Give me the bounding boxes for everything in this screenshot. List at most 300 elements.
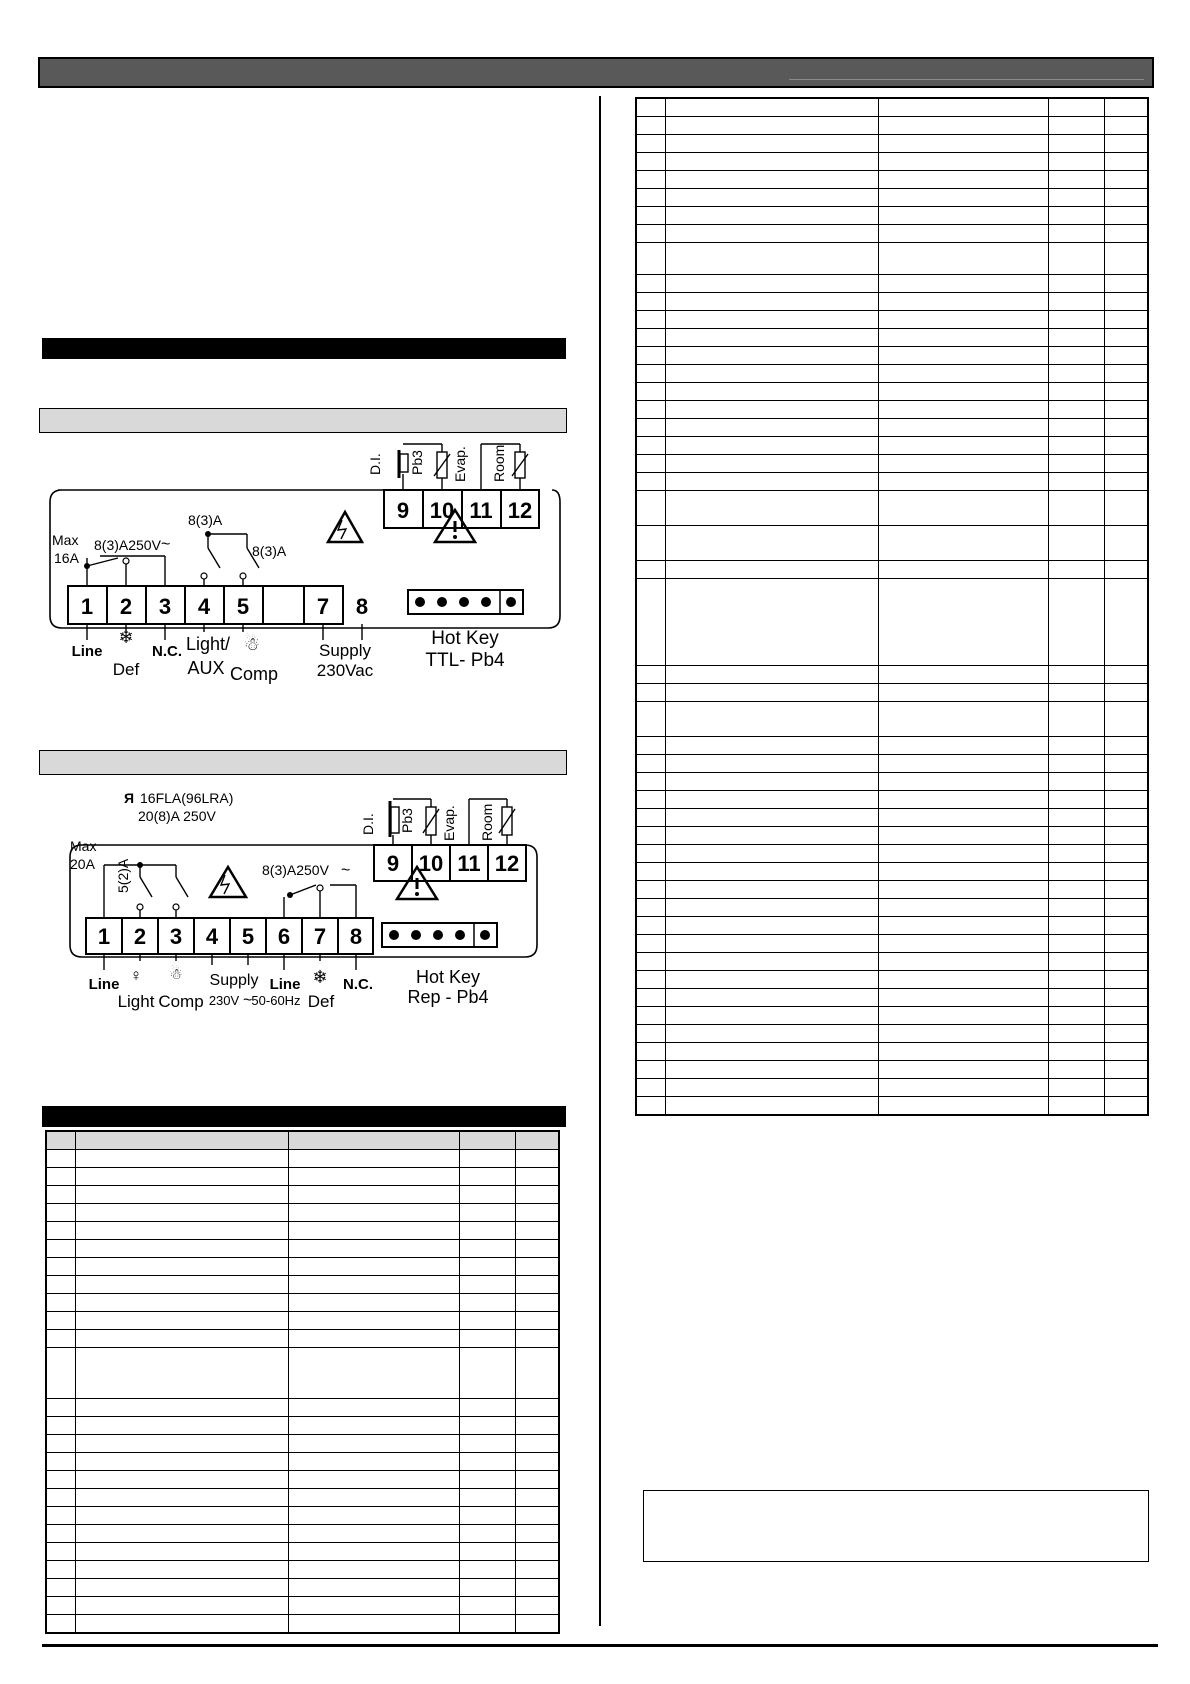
table-cell — [665, 329, 878, 347]
table-cell — [665, 189, 878, 207]
table-cell — [1104, 311, 1148, 329]
table-cell — [878, 225, 1048, 243]
table-cell — [289, 1258, 459, 1276]
table-cell — [459, 1435, 515, 1453]
table-row — [636, 293, 1148, 311]
table-cell — [459, 1615, 515, 1634]
table-cell — [665, 1079, 878, 1097]
table-row — [46, 1597, 559, 1615]
high-voltage-warning-icon — [210, 867, 246, 897]
table-cell — [878, 491, 1048, 526]
table-cell — [289, 1579, 459, 1597]
table-cell — [289, 1330, 459, 1348]
snowflake-icon: ❄ — [312, 967, 328, 987]
table-cell — [515, 1240, 559, 1258]
terminal-4: 4 — [197, 594, 211, 619]
label-max-current: 16A — [54, 550, 79, 566]
table-cell — [665, 153, 878, 171]
table-cell — [46, 1471, 75, 1489]
table-row — [636, 827, 1148, 845]
table-cell — [878, 1061, 1048, 1079]
table-cell — [289, 1417, 459, 1435]
table-cell — [878, 455, 1048, 473]
table-cell — [1048, 827, 1104, 845]
terminal-11: 11 — [469, 498, 493, 523]
table-cell — [878, 737, 1048, 755]
table-cell — [665, 243, 878, 275]
page-header-bar — [38, 57, 1154, 88]
table-cell — [665, 437, 878, 455]
table-cell — [75, 1435, 289, 1453]
table-row — [636, 526, 1148, 561]
table-row — [636, 809, 1148, 827]
table-cell — [636, 989, 665, 1007]
table-row — [46, 1453, 559, 1471]
table-cell — [1104, 971, 1148, 989]
table-cell — [515, 1276, 559, 1294]
table-cell — [289, 1150, 459, 1168]
table-row — [636, 171, 1148, 189]
table-cell — [1104, 1061, 1148, 1079]
table-cell — [636, 917, 665, 935]
wiring-diagram-1 — [40, 430, 570, 695]
table-cell — [1104, 845, 1148, 863]
table-cell — [665, 526, 878, 561]
table-cell — [665, 579, 878, 666]
tilde-symbol: ~ — [243, 992, 253, 1009]
table-cell — [878, 791, 1048, 809]
table-cell — [1048, 455, 1104, 473]
table-row — [636, 1061, 1148, 1079]
table-cell — [515, 1312, 559, 1330]
table-cell — [1104, 899, 1148, 917]
table-cell — [878, 1025, 1048, 1043]
table-cell — [1104, 1079, 1148, 1097]
table-row — [46, 1168, 559, 1186]
label-pb3: Pb3 — [409, 450, 425, 475]
table-cell — [1048, 881, 1104, 899]
table-cell — [459, 1399, 515, 1417]
table-cell — [878, 383, 1048, 401]
table-cell — [1104, 153, 1148, 171]
table-cell — [1104, 666, 1148, 684]
table-cell — [1104, 1097, 1148, 1116]
table-cell — [75, 1131, 289, 1150]
label-nc: N.C. — [152, 643, 182, 660]
table-cell — [665, 1061, 878, 1079]
terminal-10: 10 — [418, 851, 444, 876]
table-cell — [1048, 491, 1104, 526]
table-cell — [636, 243, 665, 275]
table-cell — [665, 293, 878, 311]
table-row — [46, 1579, 559, 1597]
table-cell — [75, 1258, 289, 1276]
table-cell — [1048, 473, 1104, 491]
table-cell — [1048, 809, 1104, 827]
table-row — [46, 1471, 559, 1489]
footer-rule — [42, 1644, 1158, 1647]
table-cell — [665, 275, 878, 293]
table-row — [46, 1240, 559, 1258]
label-rating-light: 5(2)A — [115, 858, 131, 893]
table-row — [636, 702, 1148, 737]
table-cell — [289, 1348, 459, 1399]
terminal-7: 7 — [316, 594, 330, 619]
table-cell — [636, 702, 665, 737]
label-hot-key: Hot Key — [415, 967, 481, 987]
table-row — [636, 455, 1148, 473]
terminal-5: 5 — [241, 924, 255, 949]
table-cell — [46, 1579, 75, 1597]
table-cell — [1048, 293, 1104, 311]
table-cell — [636, 153, 665, 171]
table-row — [636, 971, 1148, 989]
table-cell — [1048, 153, 1104, 171]
table-cell — [665, 455, 878, 473]
table-cell — [878, 189, 1048, 207]
table-cell — [515, 1330, 559, 1348]
table-cell — [1104, 491, 1148, 526]
table-cell — [1104, 437, 1148, 455]
table-cell — [46, 1222, 75, 1240]
table-cell — [75, 1597, 289, 1615]
table-cell — [1104, 207, 1148, 225]
table-cell — [46, 1597, 75, 1615]
table-cell — [636, 845, 665, 863]
table-cell — [665, 135, 878, 153]
table-cell — [1048, 207, 1104, 225]
terminal-4: 4 — [205, 924, 219, 949]
table-row — [636, 737, 1148, 755]
table-row — [636, 419, 1148, 437]
table-cell — [636, 347, 665, 365]
pb3-probe-symbol — [400, 454, 408, 472]
table-cell — [878, 953, 1048, 971]
table-cell — [636, 773, 665, 791]
table-row — [636, 311, 1148, 329]
table-cell — [878, 275, 1048, 293]
table-cell — [1048, 1061, 1104, 1079]
table-cell — [75, 1453, 289, 1471]
table-cell — [878, 329, 1048, 347]
table-cell — [75, 1507, 289, 1525]
table-row — [636, 666, 1148, 684]
table-row — [636, 1079, 1148, 1097]
table-cell — [459, 1222, 515, 1240]
table-cell — [46, 1417, 75, 1435]
table-cell — [46, 1312, 75, 1330]
table-cell — [46, 1489, 75, 1507]
label-hot-key-sub: TTL- Pb4 — [425, 650, 505, 671]
table-row — [636, 117, 1148, 135]
table-cell — [636, 526, 665, 561]
label-pb3: Pb3 — [399, 808, 415, 833]
table-cell — [878, 1079, 1048, 1097]
table-cell — [636, 1025, 665, 1043]
table-cell — [878, 419, 1048, 437]
table-cell — [878, 526, 1048, 561]
header-rule — [789, 79, 1144, 80]
label-evap: Evap. — [441, 805, 457, 841]
table-cell — [665, 863, 878, 881]
table-cell — [1104, 827, 1148, 845]
table-cell — [636, 455, 665, 473]
table-cell — [289, 1435, 459, 1453]
table-cell — [878, 702, 1048, 737]
terminal-2: 2 — [133, 924, 147, 949]
table-cell — [46, 1561, 75, 1579]
table-cell — [1104, 561, 1148, 579]
table-cell — [1048, 1007, 1104, 1025]
table-cell — [665, 207, 878, 225]
table-row — [636, 1025, 1148, 1043]
table-cell — [1104, 365, 1148, 383]
table-cell — [1048, 526, 1104, 561]
table-cell — [665, 989, 878, 1007]
table-cell — [1048, 989, 1104, 1007]
table-cell — [459, 1276, 515, 1294]
table-cell — [1104, 1043, 1148, 1061]
table-cell — [636, 135, 665, 153]
table-cell — [1104, 773, 1148, 791]
table-row — [636, 347, 1148, 365]
table-cell — [636, 684, 665, 702]
table-row — [636, 899, 1148, 917]
table-cell — [75, 1222, 289, 1240]
table-cell — [636, 791, 665, 809]
table-cell — [878, 827, 1048, 845]
table-cell — [289, 1276, 459, 1294]
table-cell — [289, 1312, 459, 1330]
table-cell — [75, 1417, 289, 1435]
table-cell — [1048, 171, 1104, 189]
label-rating-2: 8(3)A — [188, 512, 223, 528]
table-cell — [665, 809, 878, 827]
table-cell — [1048, 98, 1104, 117]
table-cell — [1048, 437, 1104, 455]
table-row — [46, 1507, 559, 1525]
table-row — [636, 773, 1148, 791]
table-cell — [878, 561, 1048, 579]
table-cell — [665, 225, 878, 243]
table-row — [636, 383, 1148, 401]
table-cell — [1104, 989, 1148, 1007]
table-cell — [1048, 561, 1104, 579]
table-row — [46, 1150, 559, 1168]
table-cell — [289, 1204, 459, 1222]
table-cell — [1048, 225, 1104, 243]
table-cell — [1048, 401, 1104, 419]
table-cell — [515, 1348, 559, 1399]
parameter-table-left — [45, 1130, 560, 1634]
table-cell — [289, 1615, 459, 1634]
table-cell — [1104, 329, 1148, 347]
table-cell — [665, 98, 878, 117]
table-cell — [515, 1222, 559, 1240]
table-cell — [636, 293, 665, 311]
table-cell — [665, 561, 878, 579]
table-cell — [289, 1453, 459, 1471]
table-cell — [878, 845, 1048, 863]
table-cell — [1048, 684, 1104, 702]
label-rating-1: 8(3)A250V — [94, 537, 161, 553]
table-cell — [75, 1399, 289, 1417]
table-cell — [1048, 1043, 1104, 1061]
table-cell — [878, 135, 1048, 153]
table-cell — [459, 1330, 515, 1348]
terminal-3: 3 — [158, 594, 172, 619]
table-cell — [665, 827, 878, 845]
parameter-table-right — [635, 97, 1149, 1116]
table-cell — [636, 755, 665, 773]
table-cell — [46, 1507, 75, 1525]
table-cell — [878, 666, 1048, 684]
terminal-1: 1 — [80, 594, 94, 619]
table-cell — [46, 1186, 75, 1204]
table-cell — [289, 1222, 459, 1240]
terminal-9: 9 — [396, 498, 410, 523]
table-cell — [1048, 275, 1104, 293]
table-cell — [636, 117, 665, 135]
table-cell — [665, 899, 878, 917]
table-row — [636, 437, 1148, 455]
table-cell — [289, 1168, 459, 1186]
table-cell — [75, 1579, 289, 1597]
table-cell — [665, 1025, 878, 1043]
label-evap: Evap. — [452, 446, 468, 482]
table-row — [46, 1276, 559, 1294]
label-max-current: 20A — [70, 856, 95, 872]
table-row — [46, 1399, 559, 1417]
table-cell — [636, 207, 665, 225]
table-cell — [665, 1097, 878, 1116]
label-rating-3: 8(3)A — [252, 543, 287, 559]
table-cell — [878, 989, 1048, 1007]
table-cell — [75, 1330, 289, 1348]
table-row — [46, 1348, 559, 1399]
table-cell — [636, 275, 665, 293]
table-cell — [459, 1525, 515, 1543]
label-room: Room — [491, 444, 507, 482]
table-cell — [1048, 579, 1104, 666]
terminal-12: 12 — [507, 498, 533, 523]
table-cell — [1104, 755, 1148, 773]
snowflake-icon: ❄ — [118, 627, 134, 647]
table-cell — [636, 1061, 665, 1079]
table-cell — [515, 1131, 559, 1150]
table-cell — [75, 1150, 289, 1168]
table-cell — [289, 1399, 459, 1417]
table-cell — [75, 1543, 289, 1561]
table-row — [636, 684, 1148, 702]
table-cell — [75, 1489, 289, 1507]
table-cell — [46, 1399, 75, 1417]
high-voltage-warning-icon — [328, 512, 362, 542]
table-row — [636, 135, 1148, 153]
terminal-11: 11 — [457, 851, 481, 876]
table-cell — [75, 1312, 289, 1330]
table-cell — [665, 491, 878, 526]
label-room: Room — [479, 803, 495, 841]
table-row — [636, 491, 1148, 526]
table-cell — [1048, 1079, 1104, 1097]
table-cell — [75, 1240, 289, 1258]
table-cell — [75, 1561, 289, 1579]
table-cell — [459, 1348, 515, 1399]
table-cell — [1104, 1025, 1148, 1043]
table-cell — [878, 809, 1048, 827]
table-cell — [46, 1258, 75, 1276]
label-supply: Supply — [209, 972, 259, 989]
table-cell — [1104, 684, 1148, 702]
table-cell — [1048, 737, 1104, 755]
table-cell — [1048, 243, 1104, 275]
table-cell — [878, 1043, 1048, 1061]
table-cell — [1048, 1097, 1104, 1116]
table-cell — [1104, 737, 1148, 755]
table-cell — [636, 419, 665, 437]
table-cell — [515, 1258, 559, 1276]
parameter-table-heading-bar — [42, 1106, 566, 1127]
label-supply: Supply — [319, 641, 371, 660]
table-cell — [459, 1294, 515, 1312]
table-cell — [1104, 293, 1148, 311]
label-rating-def: 8(3)A250V — [262, 862, 329, 878]
table-cell — [636, 666, 665, 684]
table-cell — [1104, 189, 1148, 207]
table-cell — [75, 1186, 289, 1204]
table-cell — [459, 1543, 515, 1561]
label-max: Max — [52, 532, 79, 548]
table-row — [46, 1131, 559, 1150]
table-cell — [636, 383, 665, 401]
table-cell — [515, 1150, 559, 1168]
label-hot-key-sub: Rep - Pb4 — [407, 987, 489, 1007]
wiring-diagram-2 — [40, 785, 570, 1025]
table-cell — [515, 1186, 559, 1204]
table-row — [46, 1258, 559, 1276]
table-cell — [878, 863, 1048, 881]
terminal-6: 6 — [277, 924, 291, 949]
table-cell — [75, 1525, 289, 1543]
table-cell — [636, 225, 665, 243]
table-cell — [636, 737, 665, 755]
table-cell — [665, 845, 878, 863]
table-cell — [515, 1489, 559, 1507]
table-cell — [636, 899, 665, 917]
table-row — [636, 935, 1148, 953]
table-cell — [878, 171, 1048, 189]
table-cell — [46, 1543, 75, 1561]
table-cell — [515, 1525, 559, 1543]
table-cell — [1048, 383, 1104, 401]
table-cell — [459, 1312, 515, 1330]
table-cell — [46, 1276, 75, 1294]
table-cell — [515, 1453, 559, 1471]
table-cell — [1104, 455, 1148, 473]
table-cell — [665, 419, 878, 437]
table-cell — [459, 1597, 515, 1615]
table-row — [46, 1435, 559, 1453]
table-cell — [75, 1204, 289, 1222]
table-cell — [1048, 863, 1104, 881]
table-cell — [1048, 953, 1104, 971]
table-row — [46, 1312, 559, 1330]
table-cell — [1048, 971, 1104, 989]
table-cell — [459, 1417, 515, 1435]
table-cell — [515, 1543, 559, 1561]
table-row — [636, 98, 1148, 117]
